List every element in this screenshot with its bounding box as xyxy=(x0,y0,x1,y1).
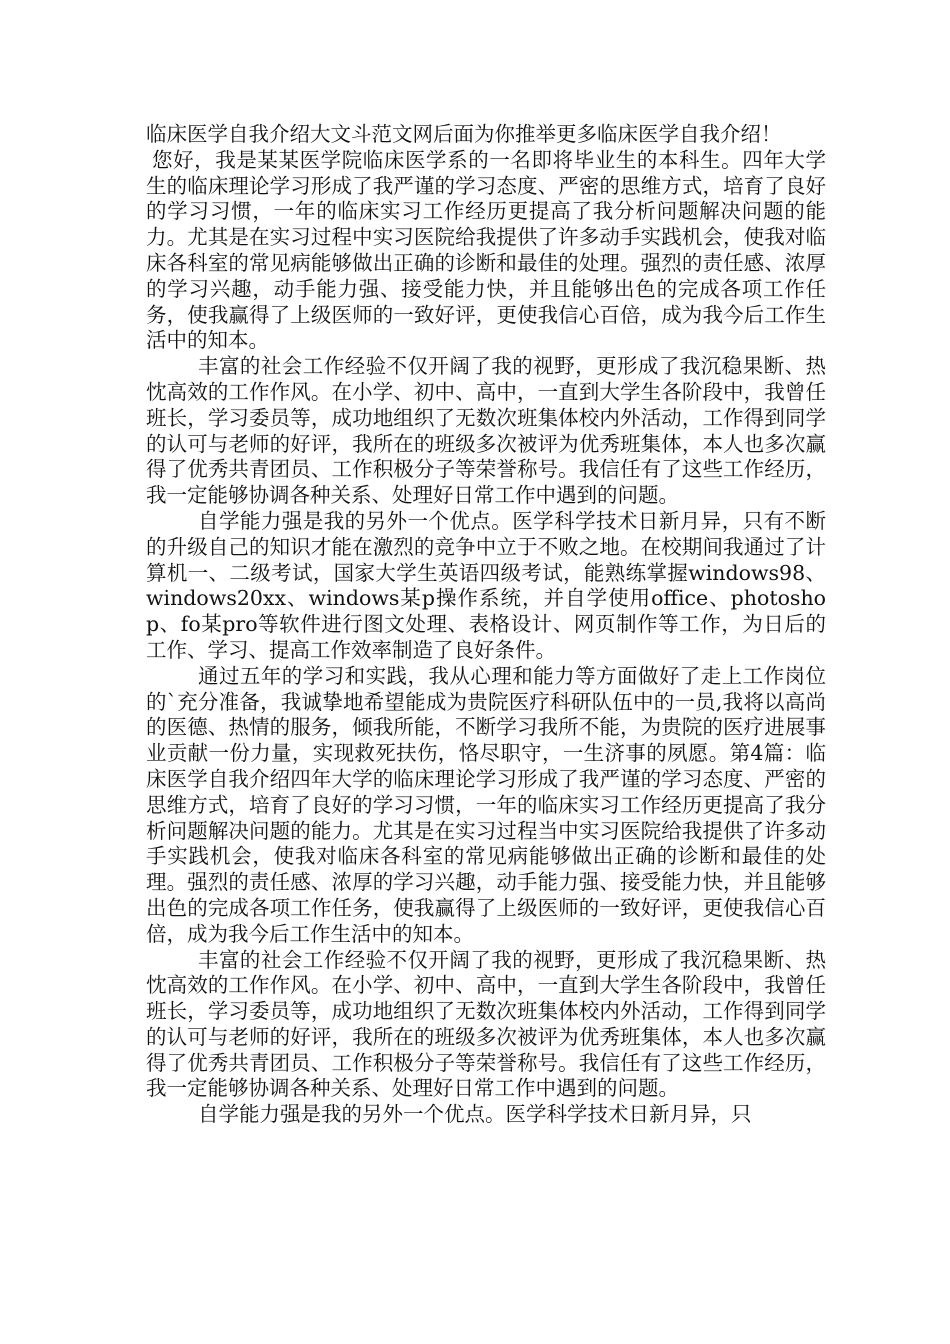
document-body xyxy=(146,122,826,1128)
paragraph-self-study-start: 自学能力强是我的另外一个优点。医学科学技术日新月异，只 xyxy=(198,1102,752,1127)
paragraph-self-study: 自学能力强是我的另外一个优点。医学科学技术日新月异，只有不断的升级自己的知识才能在激烈的竞争中立于不败之地。在校期间我通过了计算机一、二级考试，国家大学生英语四级考试，能熟练掌握windows98、windows20xx、windows某p操作系统，并自学使用office、photoshop、fo某pro等软件进行图文处理、表格设计、网页制作等工作，为日后的工作、学习、提高工作效率制造了良好条件。 xyxy=(146,508,826,662)
paragraph-social-experience: 丰富的社会工作经验不仅开阔了我的视野，更形成了我沉稳果断、热忱高效的工作作风。在小学、初中、高中，一直到大学生各阶段中，我曾任班长，学习委员等，成功地组织了无数次班集体校内外活动，工作得到同学的认可与老师的好评，我所在的班级多次被评为优秀班集体，本人也多次赢得了优秀共青团员、工作积极分子等荣誉称号。我信任有了这些工作经历，我一定能够协调各种关系、处理好日常工作中遇到的问题。 xyxy=(146,354,826,508)
paragraph-social-experience-repeat: 丰富的社会工作经验不仅开阔了我的视野，更形成了我沉稳果断、热忱高效的工作作风。在小学、初中、高中，一直到大学生各阶段中，我曾任班长，学习委员等，成功地组织了无数次班集体校内外活动，工作得到同学的认可与老师的好评，我所在的班级多次被评为优秀班集体，本人也多次赢得了优秀共青团员、工作积极分子等荣誉称号。我信任有了这些工作经历，我一定能够协调各种关系、处理好日常工作中遇到的问题。 xyxy=(146,947,826,1101)
intro-line: 临床医学自我介绍大文斗范文网后面为你推举更多临床医学自我介绍！ xyxy=(146,122,782,146)
paragraph-conclusion-and-part-4: 通过五年的学习和实践，我从心理和能力等方面做好了走上工作岗位的`充分准备，我诚挚地希望能成为贵院医疗科研队伍中的一员,我将以高尚的医德、热情的服务，倾我所能，不断学习我所不能，为贵院的医疗进展事业贡献一份力量，实现救死扶伤，恪尽职守，一生济事的夙愿。第4篇：临床医学自我介绍四年大学的临床理论学习形成了我严谨的学习态度、严密的思维方式，培育了良好的学习习惯，一年的临床实习工作经历更提高了我分析问题解决问题的能力。尤其是在实习过程当中实习医院给我提供了许多动手实践机会，使我对临床各科室的常见病能够做出正确的诊断和最佳的处理。强烈的责任感、浓厚的学习兴趣，动手能力强、接受能力快，并且能够出色的完成各项工作任务，使我赢得了上级医师的一致好评，更使我信心百倍，成为我今后工作生活中的知本。 xyxy=(146,663,826,946)
paragraph-greeting: 您好，我是某某医学院临床医学系的一名即将毕业生的本科生。四年大学生的临床理论学习形成了我严谨的学习态度、严密的思维方式，培育了良好的学习习惯，一年的临床实习工作经历更提高了我分析问题解决问题的能力。尤其是在实习过程中实习医院给我提供了许多动手实践机会，使我对临床各科室的常见病能够做出正确的诊断和最佳的处理。强烈的责任感、浓厚的学习兴趣，动手能力强、接受能力快，并且能够出色的完成各项工作任务，使我赢得了上级医师的一致好评，更使我信心百倍，成为我今后工作生活中的知本。 xyxy=(146,147,826,353)
